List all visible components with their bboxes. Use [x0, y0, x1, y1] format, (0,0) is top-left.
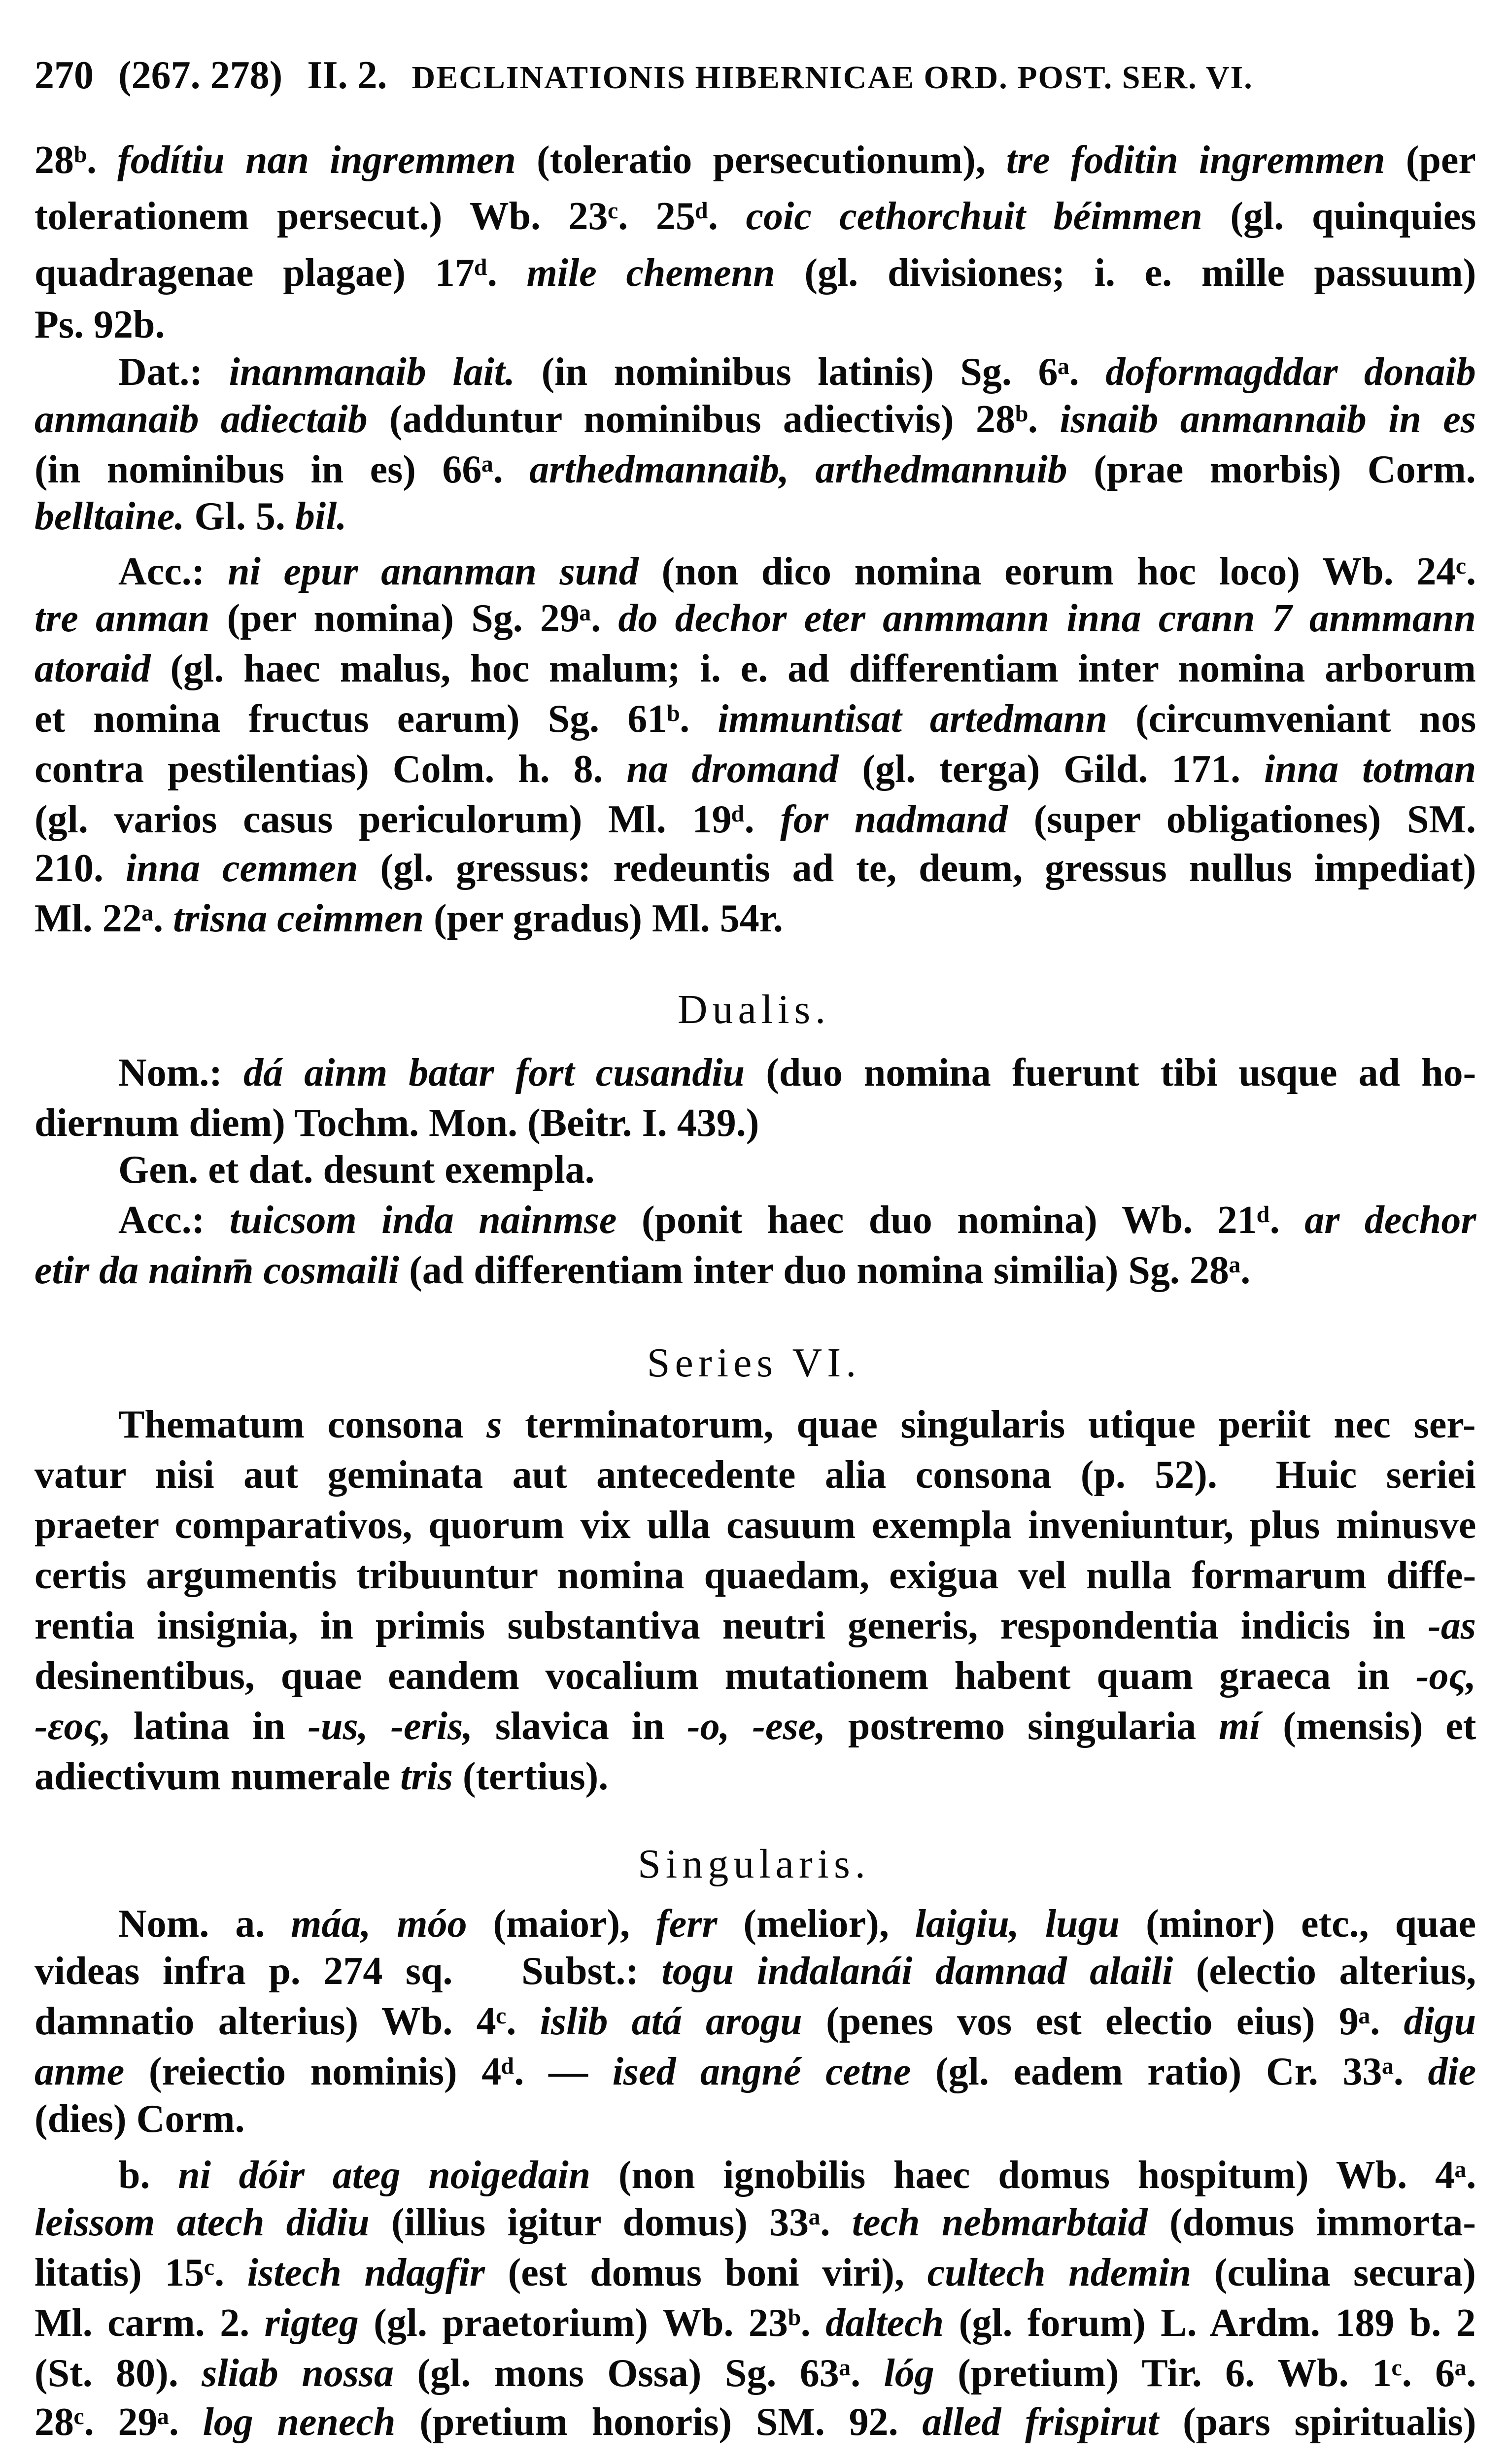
- text-line: [34, 2400, 1476, 2444]
- text-segment: (gl. varios casus periculorum) Ml. 19ᵈ.: [34, 798, 781, 842]
- text-line: [118, 350, 1476, 394]
- irish-term: etir da nainm̄ cosmaili: [34, 1249, 400, 1293]
- text-segment: (pretium) Tir. 6. Wb. 1ᶜ. 6ᵃ.: [934, 2351, 1476, 2395]
- text-segment: (pars spiritualis): [1159, 2400, 1476, 2444]
- irish-term: do dechor eter anmmann inna crann 7 anmmann: [618, 597, 1476, 641]
- irish-term: arthedmannaib, arthedmannuib: [529, 447, 1067, 491]
- text-line: [34, 1453, 1476, 1497]
- section-heading: [0, 988, 1508, 1032]
- irish-term: -ος,: [1415, 1654, 1476, 1698]
- section-heading: [0, 1842, 1508, 1886]
- text-line: [34, 397, 1476, 442]
- irish-term: togu indalanái damnad alaili: [661, 1949, 1173, 1993]
- text-segment: quadragenae plagae) 17ᵈ.: [34, 251, 527, 295]
- text-segment: contra pestilentias) Colm. h. 8.: [34, 748, 627, 791]
- text-segment: Ml. 22ᵃ.: [34, 897, 173, 941]
- text-segment: slavica in: [473, 1704, 687, 1748]
- irish-term: ised angné cetne: [612, 2050, 911, 2093]
- text-segment: (per gradus) Ml. 54r.: [424, 897, 783, 941]
- text-segment: (pretium honoris) SM. 92.: [395, 2400, 923, 2444]
- text-line: [34, 1654, 1476, 1698]
- text-line: [34, 846, 1476, 890]
- irish-term: bil.: [295, 495, 347, 539]
- page-number: 270: [34, 54, 94, 97]
- text-segment: (per nomina) Sg. 29ᵃ.: [209, 597, 618, 641]
- text-segment: praeter comparativos, quorum vix ulla casuum exempla inveniuntur, plus minusve: [34, 1503, 1476, 1547]
- text-segment: latina in: [111, 1704, 308, 1748]
- text-segment: (gl. terga) Gild. 171.: [838, 748, 1265, 791]
- irish-term: máa, móo: [291, 1902, 467, 1946]
- text-segment: Dualis.: [677, 987, 831, 1033]
- text-segment: Thematum consona: [118, 1403, 487, 1446]
- text-line: [34, 1101, 759, 1145]
- irish-term: tris: [400, 1754, 453, 1798]
- irish-term: lóg: [884, 2351, 934, 2395]
- text-segment: (circumveniant nos: [1107, 697, 1476, 741]
- irish-term: ferr: [656, 1902, 718, 1946]
- irish-term: -εος,: [34, 1704, 111, 1748]
- text-segment: terminatorum, quae singularis utique periit nec ser-: [502, 1403, 1476, 1446]
- irish-term: fodítiu nan ingremmen: [117, 138, 516, 182]
- text-line: [34, 251, 1476, 295]
- text-segment: (culina secura): [1191, 2251, 1476, 2294]
- irish-term: laigiu, lugu: [915, 1902, 1120, 1946]
- irish-term: mile chemenn: [526, 251, 775, 295]
- running-head: [34, 53, 1268, 100]
- irish-term: inna cemmen: [125, 847, 358, 890]
- text-segment: desinentibus, quae eandem vocalium mutationem habent quam graeca in: [34, 1654, 1416, 1698]
- text-segment: b.: [118, 2154, 178, 2197]
- text-line: [34, 747, 1476, 791]
- page-ref: (267. 278): [118, 54, 283, 97]
- text-segment: Acc.:: [118, 549, 228, 593]
- text-segment: Ps. 92b.: [34, 303, 165, 347]
- text-segment: 210.: [34, 847, 126, 890]
- text-segment: Singularis.: [638, 1841, 870, 1887]
- irish-term: die: [1428, 2050, 1476, 2093]
- text-segment: (non dico nomina eorum hoc loco) Wb. 24ᶜ.: [638, 549, 1476, 593]
- text-segment: (per: [1385, 138, 1476, 182]
- text-segment: (domus immorta-: [1147, 2200, 1476, 2244]
- text-line: [118, 1051, 1476, 1095]
- irish-term: ar dechor: [1304, 1198, 1476, 1242]
- text-segment: (super obligationes) SM.: [1007, 798, 1476, 842]
- irish-term: log nenech: [203, 2400, 396, 2444]
- irish-term: sliab nossa: [202, 2351, 394, 2395]
- irish-term: na dromand: [626, 748, 839, 791]
- irish-term: belltaine.: [34, 495, 185, 539]
- text-line: [118, 1148, 595, 1192]
- irish-term: for nadmand: [780, 798, 1008, 842]
- irish-term: islib atá arogu: [540, 1999, 802, 2043]
- section-number: II. 2.: [307, 54, 387, 97]
- text-segment: Gen. et dat. desunt exempla.: [118, 1148, 595, 1192]
- irish-term: immuntisat artedmann: [718, 697, 1107, 741]
- text-line: [34, 1754, 608, 1799]
- text-segment: (maior),: [467, 1902, 656, 1946]
- irish-term: tuicsom inda nainmse: [229, 1198, 617, 1242]
- irish-term: -o, -ese,: [687, 1704, 826, 1748]
- text-line: [34, 1999, 1476, 2044]
- text-line: [34, 1248, 1250, 1293]
- text-segment: (in nominibus latinis) Sg. 6ᵃ.: [515, 350, 1106, 394]
- text-segment: certis argumentis tribuuntur nomina quaedam, exigua vel nulla formarum diffe-: [34, 1553, 1476, 1597]
- irish-term: atoraid: [34, 647, 151, 691]
- text-segment: (gl. quinquies: [1202, 195, 1476, 239]
- irish-term: rigteg: [264, 2301, 359, 2345]
- irish-term: inanmanaib lait.: [229, 350, 515, 394]
- text-line: [34, 2050, 1476, 2094]
- text-line: [34, 1949, 1476, 1993]
- irish-term: doformagddar donaib: [1105, 350, 1476, 394]
- irish-term: anme: [34, 2050, 125, 2093]
- text-segment: Gl. 5.: [184, 495, 295, 539]
- text-segment: (tertius).: [452, 1754, 609, 1798]
- text-segment: (est domus boni viri),: [484, 2251, 927, 2294]
- irish-term: tech nebmarbtaid: [852, 2200, 1148, 2244]
- text-segment: (illius igitur domus) 33ᵃ.: [369, 2200, 852, 2244]
- text-segment: vatur nisi aut geminata aut antecedente alia consona (p. 52). Huic seriei: [34, 1453, 1476, 1497]
- irish-term: ni dóir ateg noigedain: [178, 2154, 591, 2197]
- text-segment: litatis) 15ᶜ.: [34, 2251, 247, 2294]
- text-segment: Dat.:: [118, 350, 229, 394]
- text-line: [34, 2251, 1476, 2295]
- text-line: [34, 138, 1476, 182]
- text-line: [34, 1503, 1476, 1547]
- text-segment: (prae morbis) Corm.: [1067, 447, 1476, 491]
- text-segment: (St. 80).: [34, 2351, 202, 2395]
- text-segment: (penes vos est electio eius) 9ᵃ.: [802, 1999, 1404, 2043]
- text-line: [34, 2097, 245, 2141]
- irish-term: tre anman: [34, 597, 210, 641]
- text-segment: 28ᵇ.: [34, 138, 118, 182]
- irish-term: daltech: [825, 2301, 944, 2345]
- irish-term: -us, -eris,: [308, 1704, 473, 1748]
- text-segment: (gl. praetorium) Wb. 23ᵇ.: [358, 2301, 826, 2345]
- text-segment: (gl. haec malus, hoc malum; i. e. ad differentiam inter nomina arborum: [150, 647, 1476, 691]
- text-line: [118, 1198, 1476, 1242]
- irish-term: mí: [1219, 1704, 1261, 1748]
- text-segment: (adduntur nominibus adiectivis) 28ᵇ.: [367, 397, 1060, 441]
- text-segment: (gl. forum) L. Ardm. 189 b. 2: [944, 2301, 1476, 2345]
- text-line: [34, 2351, 1476, 2396]
- text-line: [34, 494, 346, 539]
- text-line: [118, 2153, 1476, 2197]
- text-line: [34, 447, 1476, 492]
- text-segment: (gl. gressus: redeuntis ad te, deum, gressus nullus impediat): [358, 847, 1476, 890]
- irish-term: dá ainm batar fort cusandiu: [243, 1051, 745, 1095]
- text-line: [34, 647, 1476, 691]
- text-segment: tolerationem persecut.) Wb. 23ᶜ. 25ᵈ.: [34, 195, 746, 239]
- irish-term: istech ndagfir: [247, 2251, 485, 2294]
- text-segment: (dies) Corm.: [34, 2097, 245, 2141]
- text-segment: (ponit haec duo nomina) Wb. 21ᵈ.: [617, 1198, 1305, 1242]
- irish-term: cultech ndemin: [927, 2251, 1192, 2294]
- text-segment: damnatio alterius) Wb. 4ᶜ.: [34, 1999, 540, 2043]
- text-line: [34, 896, 783, 941]
- text-segment: postremo singularia: [825, 1704, 1219, 1748]
- text-segment: (reiectio nominis) 4ᵈ. —: [124, 2050, 613, 2093]
- text-segment: (ad differentiam inter duo nomina similia) Sg. 28ᵃ.: [399, 1249, 1251, 1293]
- irish-term: digu: [1404, 1999, 1476, 2043]
- text-line: [34, 1553, 1476, 1598]
- text-line: [34, 797, 1476, 842]
- text-line: [34, 596, 1476, 641]
- text-segment: (in nominibus in es) 66ᵃ.: [34, 447, 530, 491]
- irish-term: anmanaib adiectaib: [34, 397, 368, 441]
- text-line: [34, 194, 1476, 239]
- running-title: DECLINATIONIS HIBERNICAE ORD. POST. SER. VI.: [411, 60, 1253, 96]
- text-segment: (non ignobilis haec domus hospitum) Wb. 4ᵃ.: [590, 2154, 1476, 2197]
- irish-term: alled frispirut: [922, 2400, 1159, 2444]
- text-segment: videas infra p. 274 sq. Subst.:: [34, 1949, 662, 1993]
- text-segment: rentia insignia, in primis substantiva neutri generis, respondentia indicis in: [34, 1604, 1428, 1647]
- text-segment: Acc.:: [118, 1198, 230, 1242]
- irish-term: leissom atech didiu: [34, 2200, 370, 2244]
- text-line: [34, 2200, 1476, 2245]
- text-line: [118, 1403, 1476, 1447]
- irish-term: trisna ceimmen: [173, 897, 424, 941]
- text-line: [34, 1604, 1476, 1648]
- text-segment: Ml. carm. 2.: [34, 2301, 265, 2345]
- text-segment: et nomina fructus earum) Sg. 61ᵇ.: [34, 697, 718, 741]
- irish-term: ni epur ananman sund: [228, 549, 639, 593]
- irish-term: -as: [1428, 1604, 1476, 1647]
- irish-term: isnaib anmannaib in es: [1060, 397, 1476, 441]
- text-segment: Nom.:: [118, 1051, 244, 1095]
- text-line: [34, 303, 165, 347]
- text-segment: (melior),: [717, 1902, 915, 1946]
- text-line: [34, 697, 1476, 741]
- text-segment: (mensis) et: [1260, 1704, 1476, 1748]
- irish-term: coic cethorchuit béimmen: [746, 195, 1202, 239]
- text-segment: (gl. eadem ratio) Cr. 33ᵃ.: [911, 2050, 1428, 2093]
- irish-term: tre foditin ingremmen: [1006, 138, 1385, 182]
- text-segment: (toleratio persecutionum),: [515, 138, 1006, 182]
- text-segment: (minor) etc., quae: [1120, 1902, 1476, 1946]
- text-segment: (gl. divisiones; i. e. mille passuum): [775, 251, 1476, 295]
- text-segment: adiectivum numerale: [34, 1754, 401, 1798]
- text-segment: diernum diem) Tochm. Mon. (Beitr. I. 439.): [34, 1101, 759, 1145]
- text-segment: 28ᶜ. 29ᵃ.: [34, 2400, 203, 2444]
- section-heading: [0, 1341, 1508, 1385]
- irish-term: s: [486, 1403, 502, 1446]
- text-segment: (gl. mons Ossa) Sg. 63ᵃ.: [393, 2351, 884, 2395]
- text-line: [34, 2301, 1476, 2345]
- text-line: [34, 1704, 1476, 1748]
- text-line: [118, 1902, 1476, 1946]
- text-segment: (electio alterius,: [1173, 1949, 1476, 1993]
- text-segment: Series VI.: [647, 1340, 861, 1386]
- text-segment: Nom. a.: [118, 1902, 291, 1946]
- text-segment: (duo nomina fuerunt tibi usque ad ho-: [745, 1051, 1476, 1095]
- irish-term: inna totman: [1264, 748, 1476, 791]
- text-line: [118, 549, 1476, 594]
